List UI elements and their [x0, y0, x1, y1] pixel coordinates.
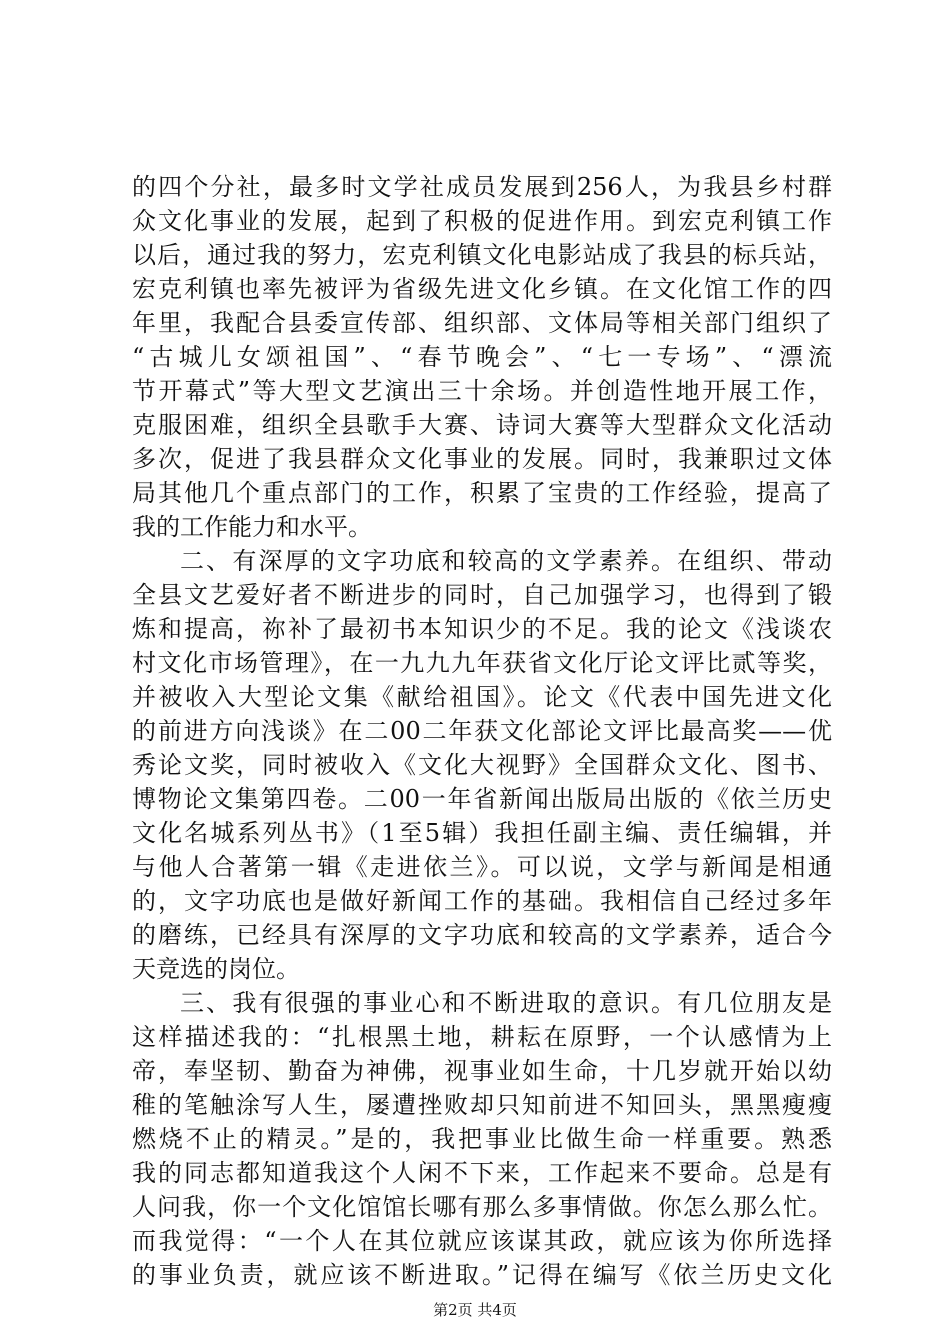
paragraph-end-line: 我的工作能力和水平。	[132, 513, 372, 541]
text-line: 燃烧不止的精灵。”是的，我把事业比做生命一样重要。熟悉	[132, 1125, 832, 1153]
text-line: 的，文字功底也是做好新闻工作的基础。我相信自己经过多年	[132, 887, 832, 915]
text-line: 全县文艺爱好者不断进步的同时，自己加强学习，也得到了锻	[132, 581, 832, 609]
text-line: 的四个分社，最多时文学社成员发展到256人，为我县乡村群	[132, 173, 832, 201]
text-line: 以后，通过我的努力，宏克利镇文化电影站成了我县的标兵站，	[132, 241, 832, 269]
text-line: 帝，奉坚韧、勤奋为神佛，视事业如生命，十几岁就开始以幼	[132, 1057, 832, 1085]
section-heading-line: 二、有深厚的文字功底和较高的文学素养。在组织、带动	[180, 547, 832, 575]
text-line: 的事业负责，就应该不断进取。”记得在编写《依兰历史文化	[132, 1261, 832, 1289]
text-line: 村文化市场管理》，在一九九九年获省文化厅论文评比贰等奖，	[132, 649, 832, 677]
text-line: 局其他几个重点部门的工作，积累了宝贵的工作经验，提高了	[132, 479, 832, 507]
text-line: 而我觉得：“一个人在其位就应该谋其政，就应该为你所选择	[132, 1227, 832, 1255]
text-line: 节开幕式”等大型文艺演出三十余场。并创造性地开展工作，	[132, 377, 832, 405]
paragraph-end-line: 天竞选的岗位。	[132, 955, 300, 983]
text-line: 众文化事业的发展，起到了积极的促进作用。到宏克利镇工作	[132, 207, 832, 235]
text-line: 稚的笔触涂写人生，屡遭挫败却只知前进不知回头，黑黑瘦瘦	[132, 1091, 832, 1119]
text-line: “古城儿女颂祖国”、“春节晚会”、“七一专场”、“漂流	[132, 343, 832, 371]
text-line: 炼和提高，祢补了最初书本知识少的不足。我的论文《浅谈农	[132, 615, 832, 643]
text-line: 秀论文奖，同时被收入《文化大视野》全国群众文化、图书、	[132, 751, 832, 779]
text-line: 我的同志都知道我这个人闲不下来，工作起来不要命。总是有	[132, 1159, 832, 1187]
text-line: 并被收入大型论文集《献给祖国》。论文《代表中国先进文化	[132, 683, 832, 711]
text-line: 宏克利镇也率先被评为省级先进文化乡镇。在文化馆工作的四	[132, 275, 832, 303]
text-line: 的前进方向浅谈》在二00二年获文化部论文评比最高奖——优	[132, 717, 832, 745]
text-line: 年里，我配合县委宣传部、组织部、文体局等相关部门组织了	[132, 309, 832, 337]
page-footer	[0, 1300, 950, 1320]
body-text	[132, 170, 832, 1292]
section-heading-line: 三、我有很强的事业心和不断进取的意识。有几位朋友是	[180, 989, 832, 1017]
text-line: 克服困难，组织全县歌手大赛、诗词大赛等大型群众文化活动	[132, 411, 832, 439]
text-line: 人问我，你一个文化馆馆长哪有那么多事情做。你怎么那么忙。	[132, 1193, 832, 1221]
text-line: 这样描述我的：“扎根黑土地，耕耘在原野，一个认感情为上	[132, 1023, 832, 1051]
text-line: 博物论文集第四卷。二00一年省新闻出版局出版的《依兰历史	[132, 785, 832, 813]
text-line: 的磨练，已经具有深厚的文字功底和较高的文学素养，适合今	[132, 921, 832, 949]
page-number-label: 第2页 共4页	[433, 1301, 517, 1319]
text-line: 文化名城系列丛书》（1至5辑）我担任副主编、责任编辑，并	[132, 819, 832, 847]
text-line: 与他人合著第一辑《走进依兰》。可以说，文学与新闻是相通	[132, 853, 832, 881]
text-line: 多次，促进了我县群众文化事业的发展。同时，我兼职过文体	[132, 445, 832, 473]
